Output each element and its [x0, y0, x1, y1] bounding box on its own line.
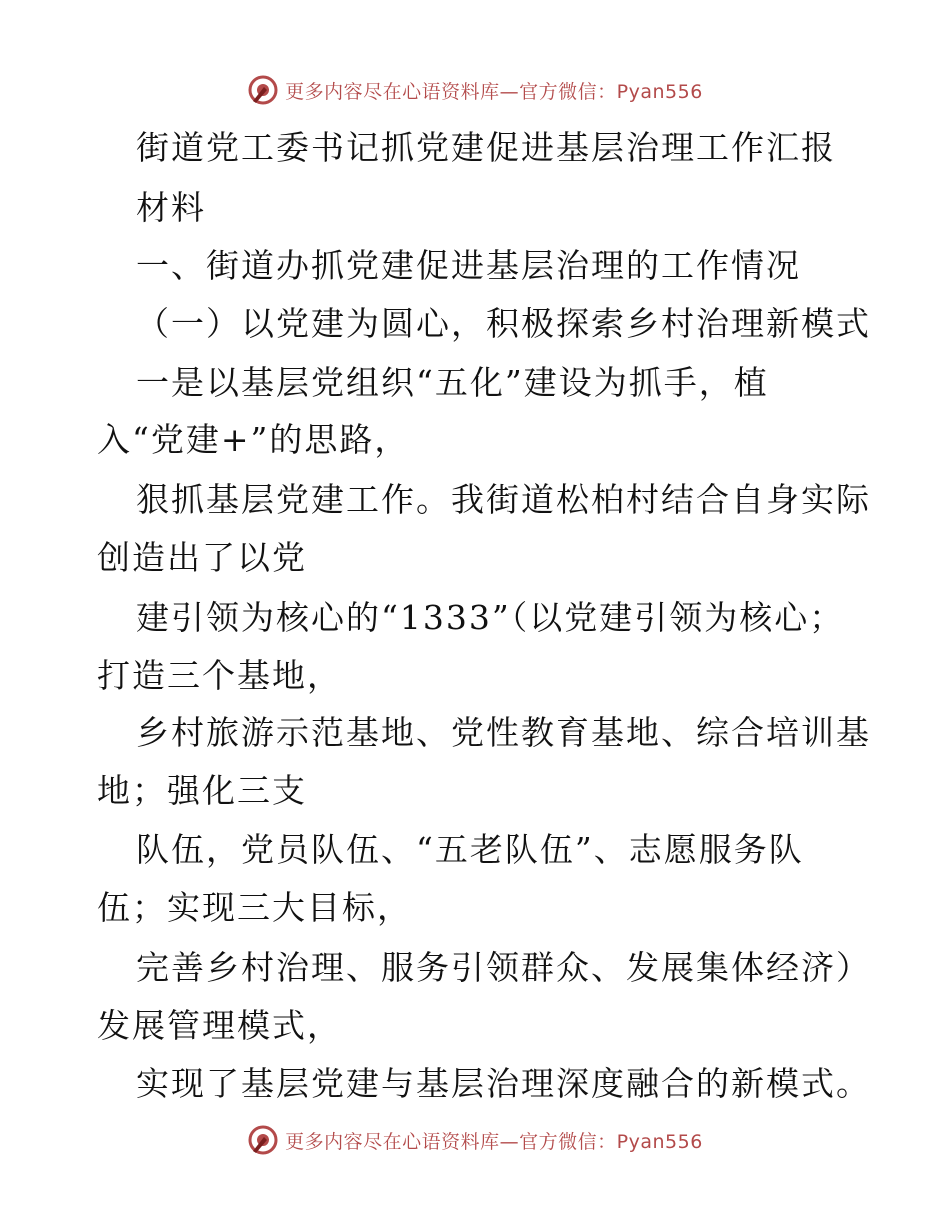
- doc-title-line-1: 街道党工委书记抓党建促进基层治理工作汇报: [136, 128, 836, 167]
- paragraph-line: 创造出了以党: [97, 538, 307, 577]
- paragraph-line: 发展管理模式，: [97, 1006, 342, 1045]
- paragraph-line: 地；强化三支: [97, 771, 307, 810]
- paragraph-line: 实现了基层党建与基层治理深度融合的新模式。: [136, 1064, 871, 1103]
- pen-logo-icon: [247, 74, 279, 106]
- subsection-heading: （一）以党建为圆心，积极探索乡村治理新模式: [136, 304, 871, 343]
- paragraph-line: 乡村旅游示范基地、党性教育基地、综合培训基: [136, 713, 871, 752]
- section-heading: 一、街道办抓党建促进基层治理的工作情况: [136, 246, 801, 285]
- paragraph-line: 完善乡村治理、服务引领群众、发展集体经济）: [136, 948, 871, 987]
- watermark-text-bottom: 更多内容尽在心语资料库—官方微信：Pyan556: [285, 1130, 703, 1153]
- pen-logo-icon: [247, 1124, 279, 1156]
- paragraph-line: 打造三个基地，: [97, 656, 342, 695]
- paragraph-line: 一是以基层党组织“五化”建设为抓手，植: [136, 363, 769, 402]
- watermark-text-top: 更多内容尽在心语资料库—官方微信：Pyan556: [285, 80, 703, 103]
- paragraph-line: 入“党建+”的思路，: [97, 420, 410, 459]
- paragraph-line: 伍；实现三大目标，: [97, 888, 412, 927]
- paragraph-line: 狠抓基层党建工作。我街道松柏村结合自身实际: [136, 480, 871, 519]
- watermark-banner-top: [0, 70, 950, 110]
- watermark-banner-bottom: [0, 1120, 950, 1160]
- paragraph-line: 队伍，党员队伍、“五老队伍”、志愿服务队: [136, 830, 804, 869]
- doc-title-line-2: 材料: [136, 188, 206, 227]
- paragraph-line: 建引领为核心的“1333”（以党建引领为核心；: [136, 598, 845, 637]
